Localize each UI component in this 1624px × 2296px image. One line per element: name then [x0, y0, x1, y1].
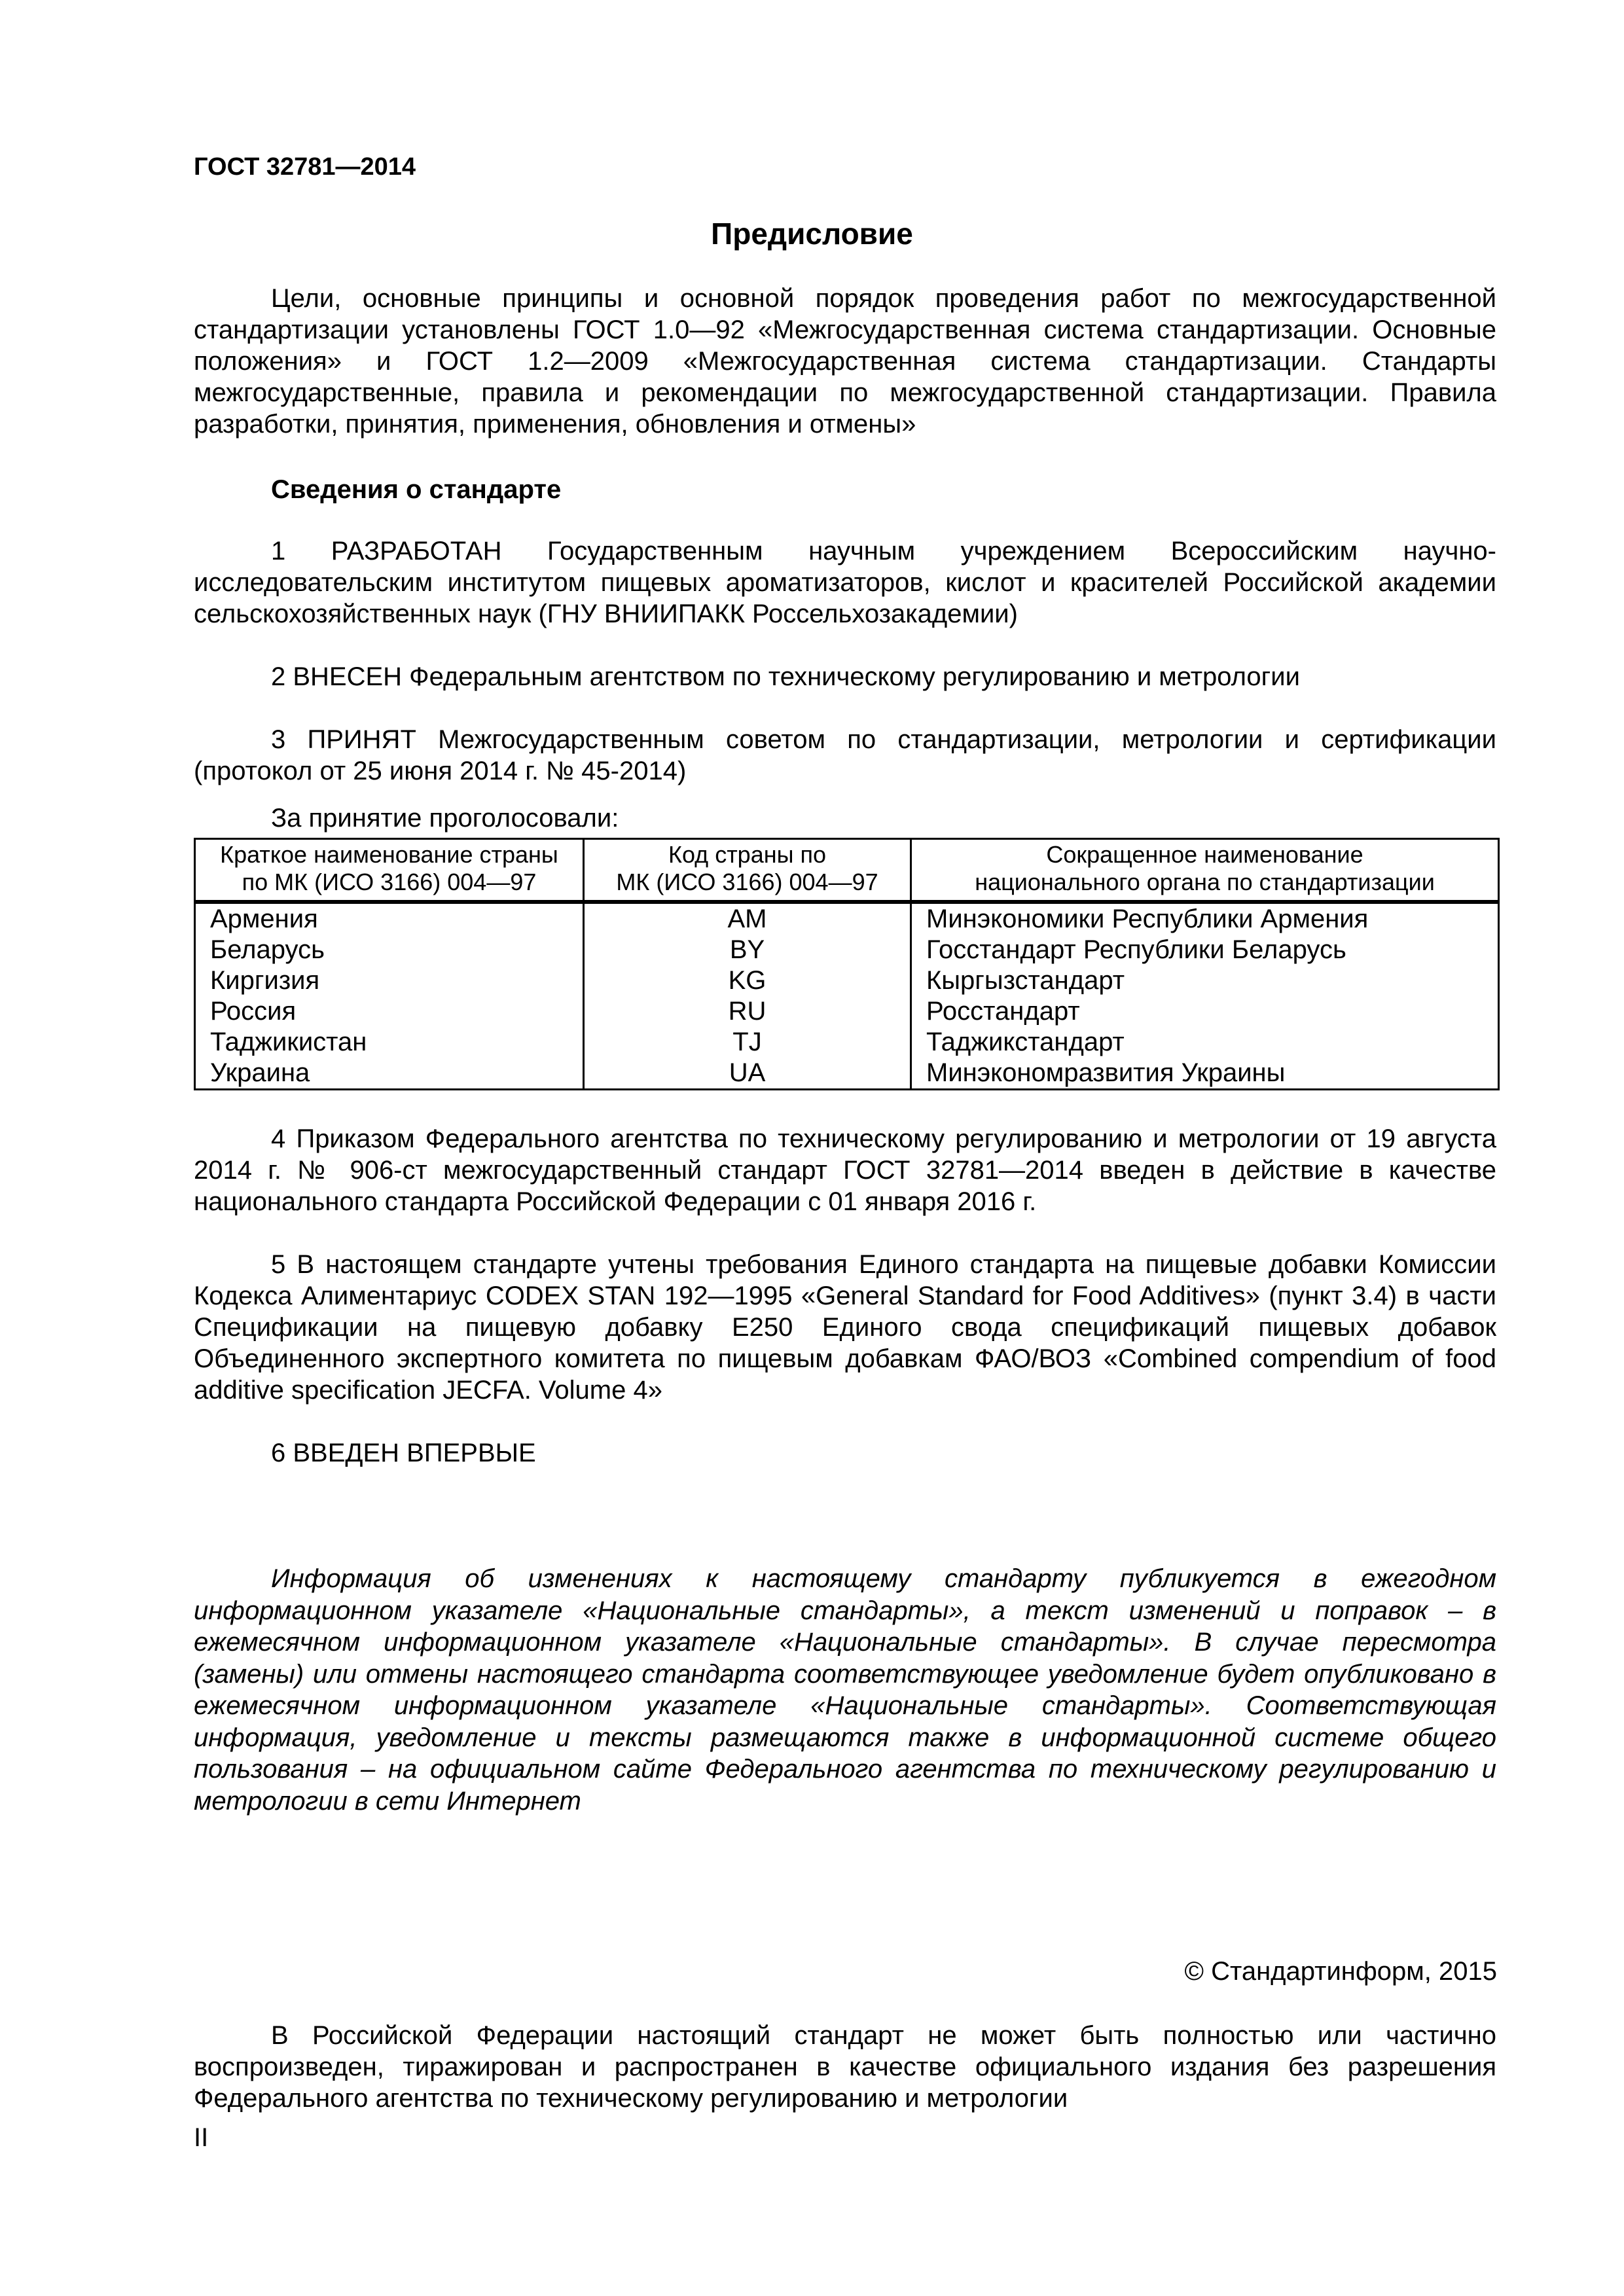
item-6-first-introduced: 6 ВВЕДЕН ВПЕРВЫЕ	[271, 1439, 536, 1467]
body-cell: Росстандарт	[911, 996, 1499, 1027]
item-4-order: 4 Приказом Федерального агентства по техническому регулированию и метрологии от 19 августа 2014 г. № 906-ст межгосударственный стандарт ГОСТ 32781—2014 введен в действие в качестве национального стандарта Российской Федерации с 01 января 2016 г.	[194, 1124, 1496, 1216]
item-3-adopted: 3 ПРИНЯТ Межгосударственным советом по стандартизации, метрологии и сертификации (протокол от 25 июня 2014 г. № 45-2014)	[194, 725, 1496, 785]
code-cell: AM	[584, 903, 911, 935]
voting-label: За принятие проголосовали:	[271, 804, 619, 833]
item-5-requirements: 5 В настоящем стандарте учтены требования Единого стандарта на пищевые добавки Комиссии Кодекса Алиментариус CODEX STAN 192—1995 «General Standard for Food Additives» (пункт 3.4) в части Спецификации на пищевую добавку Е250 Единого свода спецификаций пищевых добавок Объединенного экспертного комитета по пищевым добавкам ФАО/ВОЗ «Combined compendium of food additive specification JECFA. Volume 4»	[194, 1250, 1496, 1405]
item-1-developed: 1 РАЗРАБОТАН Государственным научным учреждением Всероссийским научно-исследовательским институтом пищевых ароматизаторов, кислот и красителей Российской академии сельскохозяйственных наук (ГНУ ВНИИПАКК Россельхозакадемии)	[194, 537, 1496, 628]
header-national-body: Сокращенное наименование национального органа по стандартизации	[911, 839, 1499, 901]
country-cell: Таджикистан	[195, 1027, 584, 1058]
code-cell: KG	[584, 965, 911, 996]
body-cell: Минэкономразвития Украины	[911, 1058, 1499, 1090]
body-cell: Кыргызстандарт	[911, 965, 1499, 996]
page-title: Предисловие	[711, 217, 913, 251]
voting-table	[194, 838, 1500, 1090]
copyright-line: © Стандартинформ, 2015	[1184, 1957, 1497, 1986]
table-row	[195, 935, 1499, 965]
country-cell: Киргизия	[195, 965, 584, 996]
reproduction-notice: В Российской Федерации настоящий стандарт не может быть полностью или частично воспроизведен, тиражирован и распространен в качестве официального издания без разрешения Федерального агентства по техническому регулированию и метрологии	[194, 2021, 1496, 2113]
table-row	[195, 1027, 1499, 1058]
body-cell: Госстандарт Республики Беларусь	[911, 935, 1499, 965]
document-code-header: ГОСТ 32781—2014	[194, 153, 416, 181]
header-country-code: Код страны по МК (ИСО 3166) 004—97	[584, 839, 911, 901]
table-row	[195, 1058, 1499, 1090]
voting-table-header-row	[195, 839, 1499, 901]
intro-paragraph: Цели, основные принципы и основной порядок проведения работ по межгосударственной стандартизации установлены ГОСТ 1.0—92 «Межгосударственная система стандартизации. Основные положения» и ГОСТ 1.2—2009 «Межгосударственная система стандартизации. Стандарты межгосударственные, правила и рекомендации по межгосударственной стандартизации. Правила разработки, принятия, применения, обновления и отмены»	[194, 284, 1496, 439]
code-cell: RU	[584, 996, 911, 1027]
amendments-info-notice: Информация об изменениях к настоящему стандарту публикуется в ежегодном информационном указателе «Национальные стандарты», а текст изменений и поправок – в ежемесячном информационном указателе «Национальные стандарты». В случае пересмотра (замены) или отмены настоящего стандарта соответствующее уведомление будет опубликовано в ежемесячном информационном указателе «Национальные стандарты». Соответствующая информация, уведомление и тексты размещаются также в информационной системе общего пользования – на официальном сайте Федерального агентства по техническому регулированию и метрологии в сети Интернет	[194, 1564, 1496, 1816]
country-cell: Беларусь	[195, 935, 584, 965]
code-cell: TJ	[584, 1027, 911, 1058]
section-heading: Сведения о стандарте	[271, 475, 562, 504]
table-row	[195, 996, 1499, 1027]
header-country-name: Краткое наименование страны по МК (ИСО 3166) 004—97	[195, 839, 584, 901]
country-cell: Армения	[195, 903, 584, 935]
body-cell: Минэкономики Республики Армения	[911, 903, 1499, 935]
country-cell: Россия	[195, 996, 584, 1027]
item-2-introduced: 2 ВНЕСЕН Федеральным агентством по техническому регулированию и метрологии	[271, 662, 1300, 691]
table-row	[195, 965, 1499, 996]
table-row	[195, 903, 1499, 935]
body-cell: Таджикстандарт	[911, 1027, 1499, 1058]
code-cell: BY	[584, 935, 911, 965]
country-cell: Украина	[195, 1058, 584, 1090]
page-number: II	[194, 2123, 209, 2152]
code-cell: UA	[584, 1058, 911, 1090]
